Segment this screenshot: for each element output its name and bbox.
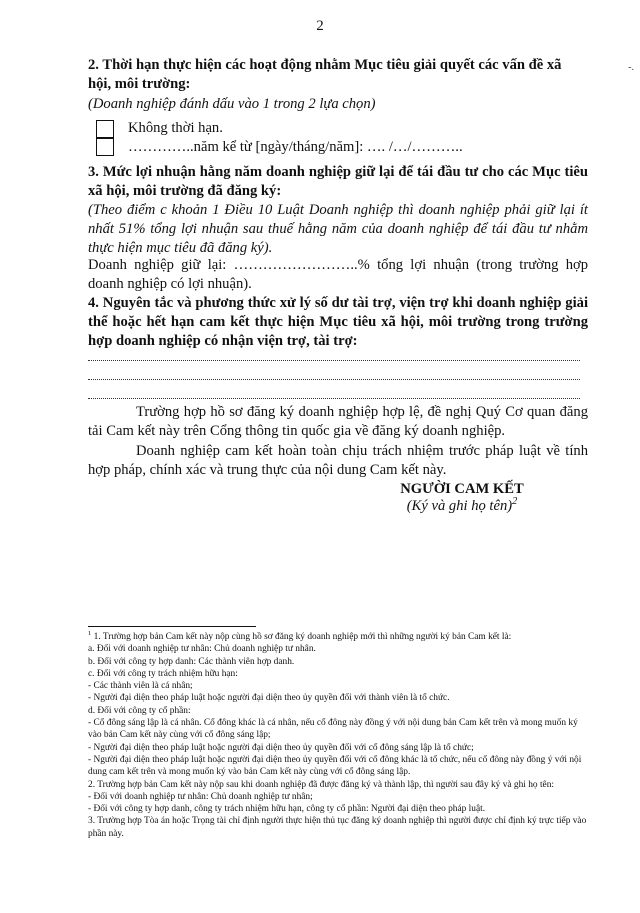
answer-line-2[interactable] <box>88 379 580 380</box>
footnote-line: 3. Trường hợp Tòa án hoặc Trọng tài chỉ định người thực hiện thủ tục đăng ký doanh nghiệp thì người được chỉ định ký trực tiếp vào phần này. <box>88 816 587 839</box>
closing-paragraph-1: Trường hợp hồ sơ đăng ký doanh nghiệp hợp lệ, đề nghị Quý Cơ quan đăng tải Cam kết này trên Cổng thông tin quốc gia về đăng ký doanh nghiệp. <box>88 404 588 439</box>
retained-profit-line: Doanh nghiệp giữ lại: ……………………..% tổng lợi nhuận (trong trường hợp doanh nghiệp có lợi nhuận). <box>88 257 588 292</box>
option-term-years-label: …………..năm kể từ [ngày/tháng/năm]: …. /…/……….. <box>128 139 463 155</box>
footnote-line: - Người đại diện theo pháp luật hoặc người đại diện theo ủy quyền đối với cổ đông khác là tổ chức, nếu cổ đông này đồng ý với nội dung cam kết trên và mong muốn ký vào bản Cam kết này cùng với cổ đông sáng lập. <box>88 754 582 778</box>
footnote-ref-2: 2 <box>512 496 518 508</box>
footnote-line: - Các thành viên là cá nhân; <box>88 681 193 692</box>
answer-line-1[interactable] <box>88 360 580 361</box>
footnote-line: - Cổ đông sáng lập là cá nhân. Cổ đông khác là cá nhân, nếu cổ đông này đồng ý với nội dung bản Cam kết trên và mong muốn ký vào bản Cam kết này cùng với cổ đông sáng lập; <box>88 718 578 741</box>
section-3-title: 3. Mức lợi nhuận hằng năm doanh nghiệp giữ lại để tái đầu tư cho các Mục tiêu xã hội, môi trường đã đăng ký: <box>88 164 588 199</box>
footnote-line: d. Đối với công ty cổ phần: <box>88 705 191 716</box>
footnote-separator <box>88 626 256 627</box>
option-no-term-label: Không thời hạn. <box>128 120 223 136</box>
footnote-line: - Đối với công ty hợp danh, công ty trách nhiệm hữu hạn, công ty cổ phần: Người đại diện theo pháp luật. <box>88 804 486 815</box>
footnote-line: c. Đối với công ty trách nhiệm hữu hạn: <box>88 668 238 679</box>
section-4-title: 4. Nguyên tắc và phương thức xử lý số dư tài trợ, viện trợ khi doanh nghiệp giải thể hoặc hết hạn cam kết thực hiện Mục tiêu xã hội, môi trường trong trường hợp doanh nghiệp có nhận viện trợ, tài trợ: <box>88 295 588 349</box>
footnote-line <box>88 631 588 643</box>
section-2-title: 2. Thời hạn thực hiện các hoạt động nhằm Mục tiêu giải quyết các vấn đề xã hội, môi trường: <box>88 57 562 92</box>
footnote-line: b. Đối với công ty hợp danh: Các thành viên hợp danh. <box>88 656 295 667</box>
footnote-line: - Người đại diện theo pháp luật hoặc người đại diện theo ủy quyền đối với cổ đông sáng lập là tổ chức; <box>88 742 474 753</box>
signature-subtitle-text: (Ký và ghi họ tên) <box>406 498 513 514</box>
page-number: 2 <box>316 18 324 34</box>
footnote-line: - Đối với doanh nghiệp tư nhân: Chủ doanh nghiệp tư nhân; <box>88 791 313 802</box>
footnotes <box>88 631 588 840</box>
footnote-line: a. Đối với doanh nghiệp tư nhân: Chủ doanh nghiệp tư nhân. <box>88 644 316 655</box>
footnote-line: - Người đại diện theo pháp luật hoặc người đại diện theo ủy quyền đối với thành viên là tổ chức. <box>88 693 450 704</box>
checkbox-term-years[interactable] <box>96 138 114 156</box>
signature-subtitle <box>372 498 552 515</box>
section-2-note: (Doanh nghiệp đánh dấu vào 1 trong 2 lựa chọn) <box>88 96 376 112</box>
section-3-note: (Theo điểm c khoản 1 Điều 10 Luật Doanh nghiệp thì doanh nghiệp phải giữ lại ít nhất 51% tổng lợi nhuận sau thuế hằng năm của doanh nghiệp để tái đầu tư nhằm thực hiện mục tiêu đã đăng ký). <box>88 202 588 256</box>
scan-mark: -. <box>628 62 634 73</box>
checkbox-no-term[interactable] <box>96 120 114 138</box>
closing-paragraph-2: Doanh nghiệp cam kết hoàn toàn chịu trách nhiệm trước pháp luật về tính hợp pháp, chính xác và trung thực của nội dung Cam kết này. <box>88 443 588 478</box>
footnote-line: 2. Trường hợp bản Cam kết này nộp sau khi doanh nghiệp đã được đăng ký và thành lập, thì người sau đây ký và ghi họ tên: <box>88 779 554 790</box>
signature-title: NGƯỜI CAM KẾT <box>400 481 524 497</box>
answer-line-3[interactable] <box>88 398 580 399</box>
footnote-text: 1. Trường hợp bản Cam kết này nộp cùng hồ sơ đăng ký doanh nghiệp mới thì những người ký bản Cam kết là: <box>93 632 512 642</box>
footnote-marker: 1 <box>88 629 92 637</box>
